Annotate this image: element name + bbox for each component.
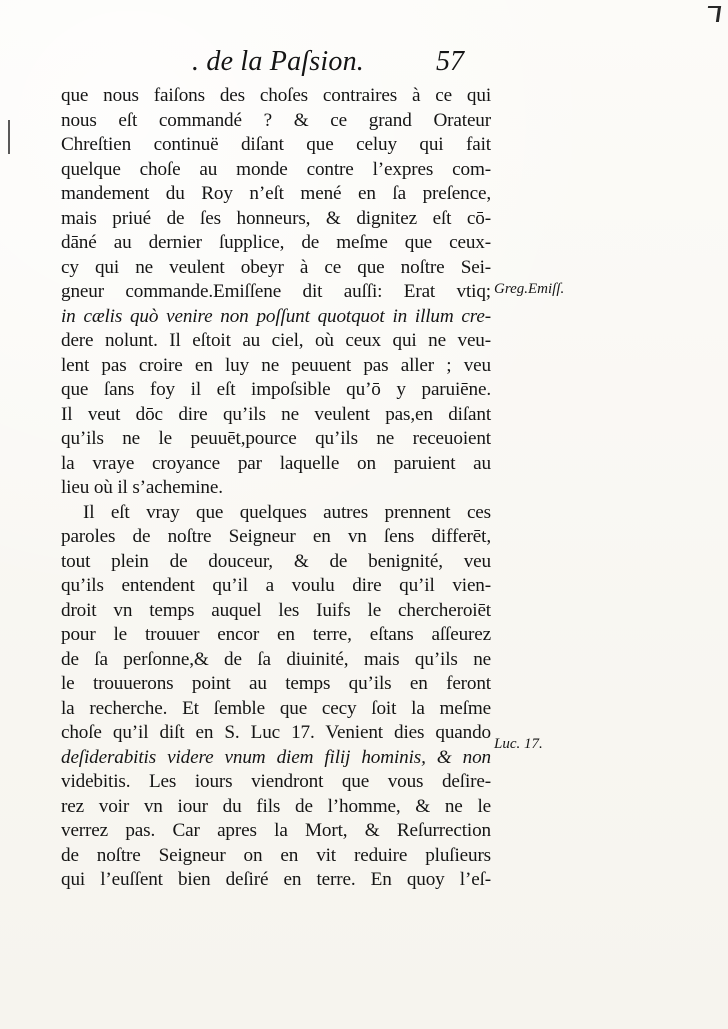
body-line: paroles de noſtre Seigneur en vn ſens differēt, (61, 526, 491, 547)
body-line: la recherche. Et ſemble que cecy ſoit la meſme (61, 697, 491, 719)
body-line: videbitis. Les iours viendront que vous deſire- (61, 771, 491, 792)
body-line: Chreſtien continuë diſant que celuy qui fait (61, 134, 491, 155)
body-line-italic: in cælis quò venire non poſſunt quotquot in illum cre- (61, 305, 491, 327)
body-line: Il veut dōc dire qu’ils ne veulent pas,en diſant (61, 403, 491, 425)
body-line: verrez pas. Car apres la Mort, & Reſurrection (61, 820, 491, 841)
page-corner-mark (706, 6, 721, 22)
body-line: qu’ils entendent qu’il a voulu dire qu’il vien- (61, 575, 491, 596)
body-line: tout plein de douceur, & de benignité, veu (61, 550, 491, 572)
body-line: lent pas croire en luy ne peuuent pas aller ; veu (61, 354, 491, 376)
body-line: lieu où il s’achemine. (61, 477, 223, 498)
body-line: cy qui ne veulent obeyr à ce que noſtre Sei- (61, 256, 491, 278)
body-line: nous eſt commandé ? & ce grand Orateur (61, 109, 491, 131)
body-line-italic: deſiderabitis videre vnum diem filij hominis, & non (61, 746, 491, 768)
body-line: que nous faiſons des choſes contraires à ce qui (61, 85, 491, 106)
body-line: gneur commande.Emiſſene dit auſſi: Erat vtiq; (61, 281, 491, 302)
main-text-block (61, 84, 491, 893)
paragraph-start-line: Il eſt vray que quelques autres prennent ces (83, 501, 491, 523)
left-margin-rule (8, 120, 10, 154)
body-line: qui l’euſſent bien deſiré en terre. En quoy l’eſ- (61, 869, 491, 890)
body-line: de ſa perſonne,& de ſa diuinité, mais qu’ils ne (61, 648, 491, 670)
body-line: droit vn temps auquel les Iuifs le chercheroiēt (61, 599, 491, 621)
body-line: de noſtre Seigneur on en vit reduire pluſieurs (61, 844, 491, 866)
body-line: qu’ils ne le peuuēt,pource qu’ils ne receuoient (61, 428, 491, 449)
body-line: la vraye croyance par laquelle on paruient au (61, 452, 491, 474)
body-line: rez voir vn iour du fils de l’homme, & ne le (61, 795, 491, 817)
body-line: quelque choſe au monde contre l’expres com- (61, 158, 491, 180)
body-line: que ſans foy il eſt impoſsible qu’ō y paruiēne. (61, 379, 491, 400)
body-line: dere nolunt. Il eſtoit au ciel, où ceux qui ne veu- (61, 330, 491, 351)
body-line: le trouuerons point au temps qu’ils en feront (61, 673, 491, 694)
body-line: mais priué de ſes honneurs, & dignitez eſt cō- (61, 207, 491, 229)
running-head: . de la Paſsion. (192, 46, 364, 77)
body-line: pour le trouuer encor en terre, eſtans aſſeurez (61, 624, 491, 645)
body-line: dāné au dernier ſupplice, de meſme que ceux- (61, 232, 491, 253)
page-number: 57 (436, 46, 464, 77)
body-line: mandement du Roy n’eſt mené en ſa preſence, (61, 183, 491, 204)
page-header (0, 46, 728, 88)
margin-note-greg: Greg.Emiſſ. (494, 281, 565, 297)
body-line: choſe qu’il diſt en S. Luc 17. Venient dies quando (61, 722, 491, 743)
margin-note-luc: Luc. 17. (494, 736, 543, 752)
